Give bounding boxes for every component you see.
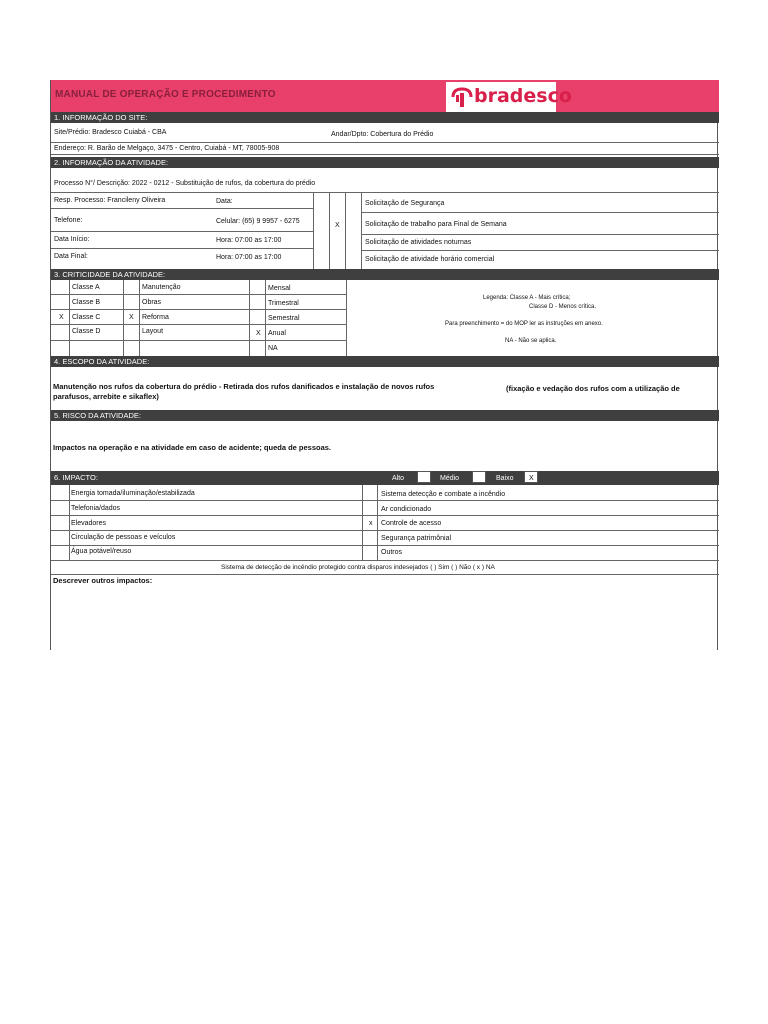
freq-na: NA [268, 345, 278, 352]
tipo-obras: Obras [142, 299, 162, 306]
data-final-field: Data Final: [54, 253, 88, 260]
risco-texto: Impactos na operação e na atividade em caso de acidente; queda de pessoas. [53, 443, 332, 452]
classe-d: Classe D [72, 328, 101, 335]
mark-reforma: X [129, 314, 134, 321]
escopo-linha-1b: (fixação e vedação dos rufos com a utilização de [506, 384, 680, 393]
section-6-bar: 6. IMPACTO: [51, 471, 719, 485]
data-inicio-field: Data Início: [54, 236, 90, 243]
legenda-4: NA - Não se aplica. [505, 338, 557, 344]
impacto-seguranca: Segurança patrimônial [381, 535, 452, 542]
tipo-layout: Layout [142, 328, 164, 335]
mark-sol2: X [335, 222, 340, 229]
impacto-circulacao: Circulação de pessoas e veículos [71, 534, 176, 541]
impacto-elevadores: Elevadores [71, 520, 107, 527]
freq-semestral: Semestral [268, 315, 300, 322]
impacto-energia: Energia tomada/iluminação/estabilizada [71, 490, 195, 497]
impacto-telefonia: Telefonia/dados [71, 505, 121, 512]
mark-classe-c: X [59, 314, 64, 321]
freq-mensal: Mensal [268, 285, 291, 292]
impacto-alto: Alto [392, 475, 405, 482]
hora-inicio-field: Hora: 07:00 as 17:00 [216, 237, 282, 244]
freq-anual: Anual [268, 330, 286, 337]
site-field: Site/Prédio: Bradesco Cuiabá - CBA [54, 129, 167, 136]
telefone-field: Telefone: [54, 217, 83, 224]
legenda-3: Para preenchimento = do MOP ler as instruções em anexo. [445, 321, 603, 327]
impacto-medio: Médio [440, 475, 460, 482]
section-3-bar: 3. CRITICIDADE DA ATIVIDADE: [51, 269, 719, 280]
resp-processo-field: Resp. Processo: Francileny Oliveira [54, 197, 166, 204]
andar-field: Andar/Dpto: Cobertura do Prédio [331, 131, 434, 138]
classe-b: Classe B [72, 299, 101, 306]
impacto-controle-acesso: Controle de acesso [381, 520, 442, 527]
sol-seguranca: Solicitação de Segurança [365, 200, 445, 207]
mop-form [50, 80, 718, 650]
bradesco-tree-icon [450, 85, 474, 109]
mark-controle-acesso: x [369, 520, 373, 527]
processo-field: Processo N°/ Descrição: 2022 - 0212 - Substituição de rufos, da cobertura do prédio [54, 180, 316, 187]
hora-final-field: Hora: 07:00 as 17:00 [216, 254, 282, 261]
brand-name: bradesco [474, 85, 572, 107]
section-2-bar: 2. INFORMAÇÃO DA ATIVIDADE: [51, 157, 719, 168]
bradesco-logo [446, 82, 572, 112]
freq-trimestral: Trimestral [268, 300, 299, 307]
impacto-incendio: Sistema detecção e combate a incêndio [381, 491, 506, 498]
impacto-baixo: Baixo [496, 475, 514, 482]
escopo-linha-2: parafusos, arrebite e sikaflex) [53, 392, 159, 401]
impacto-outros: Outros [381, 549, 403, 556]
escopo-linha-1: Manutenção nos rufos da cobertura do prédio - Retirada dos rufos danificados e instalação de novos rufos [53, 382, 435, 391]
impacto-agua: Água potável/reuso [71, 548, 132, 555]
descrever-outros: Descrever outros impactos: [53, 576, 153, 585]
section-1-bar: 1. INFORMAÇÃO DO SITE: [51, 112, 719, 123]
sol-noturnas: Solicitação de atividades noturnas [365, 239, 472, 246]
endereco-field: Endereço: R. Barão de Melgaço, 3475 - Centro, Cuiabá - MT, 78005-908 [54, 145, 280, 152]
sol-final-semana: Solicitação de trabalho para Final de Semana [365, 221, 507, 228]
impacto-ar-condicionado: Ar condicionado [381, 506, 432, 513]
classe-a: Classe A [72, 284, 100, 291]
classe-c: Classe C [72, 314, 101, 321]
section-5-bar: 5. RISCO DA ATIVIDADE: [51, 410, 719, 421]
tipo-reforma: Reforma [142, 314, 169, 321]
form-title: MANUAL DE OPERAÇÃO E PROCEDIMENTO [55, 89, 276, 100]
legenda-1: Legenda: Classe A - Mais crítica; [483, 295, 571, 301]
legenda-2: Classe D - Menos crítica. [529, 304, 597, 310]
sistema-deteccao: Sistema de detecção de incêndio protegido contra disparos indesejados ( ) Sim ( ) Não ( x ) NA [221, 564, 495, 571]
mark-baixo: X [529, 475, 534, 482]
sol-horario-comercial: Solicitação de atividade horário comercial [365, 256, 495, 263]
celular-field: Celular: (65) 9 9957 - 6275 [216, 218, 300, 225]
tipo-manutencao: Manutenção [142, 284, 181, 291]
data-field: Data: [216, 198, 233, 205]
form-header [51, 80, 719, 112]
mark-anual: X [256, 330, 261, 337]
section-4-bar: 4. ESCOPO DA ATIVIDADE: [51, 356, 719, 367]
